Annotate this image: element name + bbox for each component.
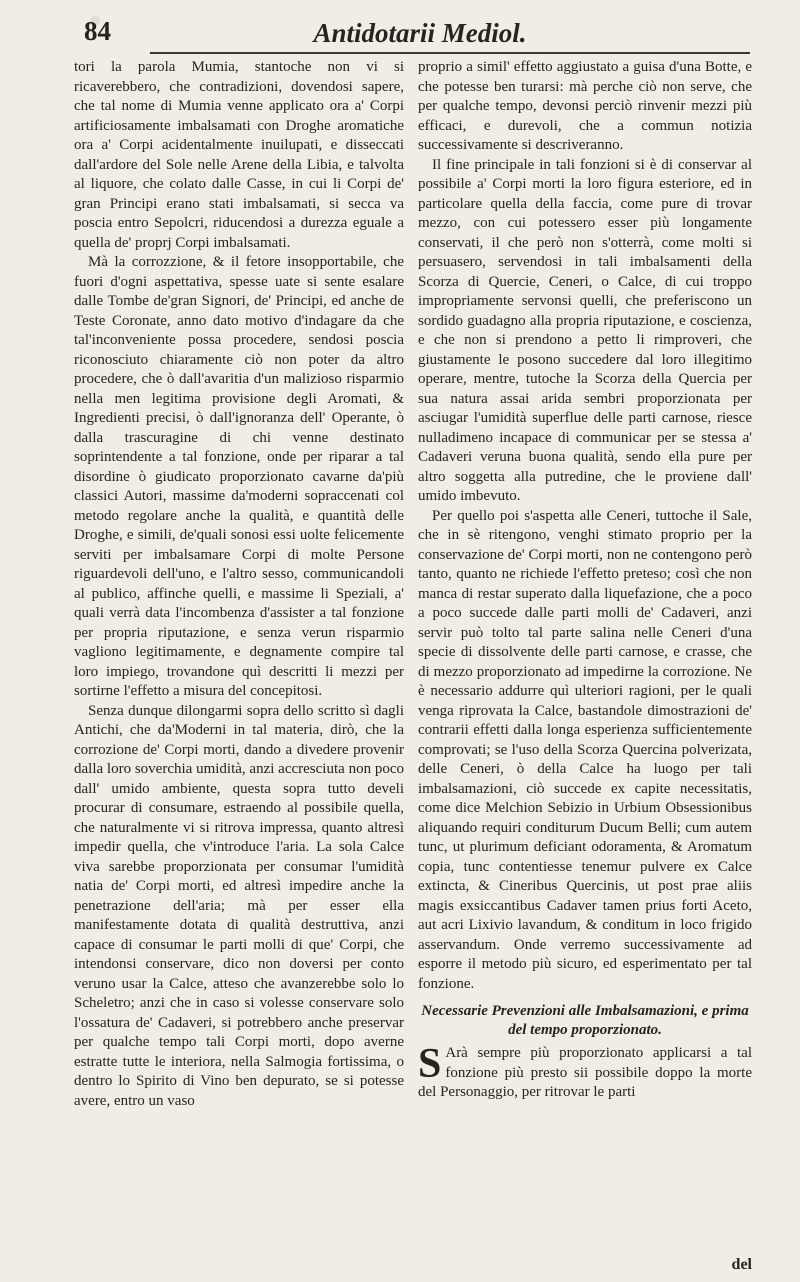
final-paragraph-text: Arà sempre più proporzionato applicarsi a tal fonzione più presto sii possibile doppo la morte del Personaggio, per ritrovar le parti: [418, 1045, 752, 1100]
paragraph: Mà la corrozzione, & il fetore insopportabile, che fuori d'ogni aspettativa, spesse uate si sente esalare dalle Tombe de'gran Signori, de' Principi, ed anche de Teste Coronate, anno dato motivo d'indagare da che tal'inconveniente possa procedere, sendosi poscia riconosciuto chiaramente ciò non poter da altro procedere, che ò dall'avaritia d'un malizioso risparmio nella men legitima provisione degli Aromati, & Ingredienti precisi, ò dall'ignoranza dell' Operante, ò dalla trascuragine di chi venne destinato soprintendente a tal fonzione, onde per riparar a tal disordine ò giudicato proporzionato cavarne da'più classici Autori, massime da'moderni sopraccenati col metodo regolare anche la qualità, e quantità delle Droghe, e simili, de'quali sonosi essi uolte felicemente serviti per imbalsamare Corpi di molte Persone riguardevoli dell'uno, e l'altro sesso, communicandoli al publico, affinche quelli, e massime li Speziali, a' quali verrà data l'incombenza d'assister a tal fonzione per propria riputazione, e senza verun risparmio vagliono legitimamente, e degnamente compire tal loro impiego, trovandone quì descritti li mezzi per sortirne l'effetto a misura del concepitosi.: [74, 254, 404, 699]
paragraph: Senza dunque dilongarmi sopra dello scritto sì dagli Antichi, che da'Moderni in tal materia, dirò, che la corrozione de' Corpi morti, dando a divedere provenir dalla loro soverchia umidità, anzi accresciuta non poco dall' umido ambiente, questa sopra tutto develi procurar di consumare, estraendo al possibile quella, che naturalmente vi si ritrova impressa, quanto altresì impedir quella, che v'introduce l'aria. La sola Calce viva sarebbe proporzionata per consumar l'umidità natia de' Corpi morti, ed altresì impedire anche la penetrazione dell'aria; mà per esser ella manifestamente dotata di qualità destruttiva, anzi capace di consumar le parti molli di que' Corpi, che intendonsi conservare, dico non doversi per conto veruno usar la Calce, atteso che avanzerebbe solo lo Scheletro; anzi che in caso si volesse conservare solo l'ossatura de' Cadaveri, si potrebbero anche preservar per qualche tempo tali Corpi morti, dopo averne estratte tutte le interiora, nella Salmogia fortissima, o dentro lo Spirito di Vino ben depurato, se si potesse avere, entro un vaso: [74, 702, 404, 1109]
left-column: [74, 58, 404, 1111]
page-number: 84: [84, 16, 111, 46]
running-head: Antidotarii Mediol.: [313, 18, 527, 48]
paragraph: proprio a simil' effetto aggiustato a guisa d'una Botte, e che potesse ben turarsi: mà perche ciò non serve, che per qualche tempo, devonsi perciò rinvenir mezzi più efficaci, e durevoli, che a commun notizia successivamente si descriveranno.: [418, 59, 752, 153]
page-header: [70, 12, 770, 52]
paragraph: Per quello poi s'aspetta alle Ceneri, tuttoche il Sale, che in sè ritengono, venghi stimato proprio per la conservazione de' Corpi morti, non ne contengono però tanto, quanto ne richiede l'effetto preteso; così che non manca di restar superato dalla liquefazione, che a poco a poco succede dalle parti molli de' Cadaveri, anzi servir può tolto tal parte salina nelle Ceneri d'una specie di dissolvente delle parti carnose, e crasse, che di mezzo proporzionato ad impedirne la corrozione. Ne è necessario addurre quì ulteriori ragioni, per le quali venga riprovata la Calce, bastandole dimostrazioni de' contrarii effetti dalla longa esperienza sufficientemente comprovati; se l'uso della Scorza Quercina polverizata, delle Ceneri, ò della Calce ha luogo per tali imbalsamazioni, ciò succede ex capite necessitatis, come dice Melchion Sebizio in Urbium Obsessionibus aliquando requiri conditurum Ducum Belli; cum autem tunc, ut plurimum deficiant odoramenta, & Aromatum copia, tunc contentiesse tenemur pulvere ex Calce extincta, & Cineribus Quercinis, ut post prae aliis magis exsiccantibus Cadaver tamen prius forti Aceto, aut acri Lixivio lavandum, & conditum in loco frigido asservandum. Onde verremo successivamente ad esporre il metodo più sicuro, ed esperimentato per tal fonzione.: [418, 507, 752, 992]
right-column: [418, 58, 752, 1103]
paragraph: tori la parola Mumia, stantoche non vi si ricaverebbero, che contradizioni, dovendosi sapere, che tal nome di Mumia venne applicato ora a' Corpi artificiosamente imbalsamati con Droghe aromatiche ora a' Corpi acidentalmente inuilupati, e disseccati dall'ardore del Sole nelle Arene della Libia, e talvolta al liquore, che colato dalle Casse, in cui li Corpi de' gran Principi erano stati imbalsamati, si secca va poscia entro Sepolcri, riducendosi a durezza eguale a quella de' proprj Corpi imbalsamati.: [74, 59, 404, 251]
catchword: del: [731, 1256, 752, 1273]
drop-cap: S: [418, 1041, 442, 1087]
section-heading: Necessarie Prevenzioni alle Imbalsamazioni, e prima del tempo proporzionato.: [421, 1003, 749, 1038]
final-paragraph: [418, 1041, 752, 1103]
header-rule: [150, 52, 750, 54]
paragraph: Il fine principale in tali fonzioni si è di conservar al possibile a' Corpi morti la loro figura esteriore, ed in particolare quella della faccia, come pure di trovar mezzo, con cui potessero esser più longamente conservati, il che però non s'otterrà, come molti si persuasero, servendosi in tali imbalsamenti della Scorza di Quercie, Ceneri, o Calce, di cui troppo impropriamente servonsi quelli, che preferiscono un sordido guadagno alla propria riputazione, e coscienza, e che non si prendono a petto li rimproveri, che giustamente le posono succedere dal loro illegitimo operare, mentre, tutoche la Scorza della Quercia per sua natura assai arida sembri proporzionata per asciugar l'umidità superflue delle parti carnose, riesce nulladimeno incapace di communicar per se stessa a' Cadaveri veruna buona qualità, sendo ella pure per altro soggetta alla putredine, che le proviene dall' umido imbevuto.: [418, 156, 752, 504]
